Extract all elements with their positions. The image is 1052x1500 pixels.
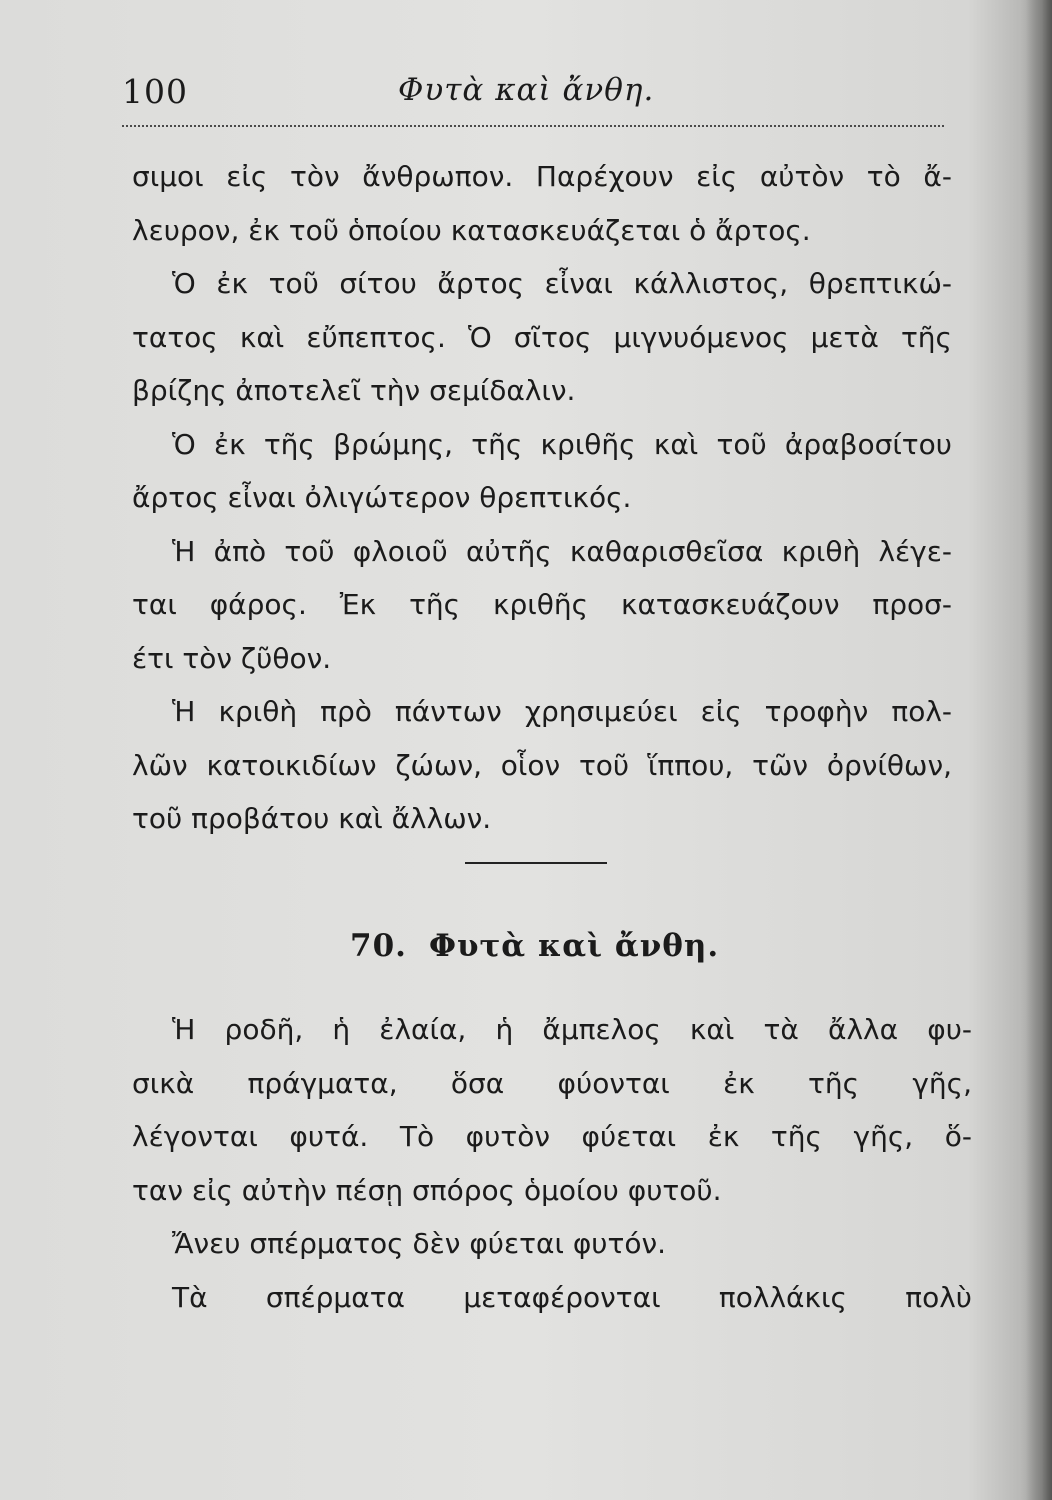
page-number: 100 [122,72,188,111]
page-header [122,72,942,112]
text-line: σιμοι εἰς τὸν ἄνθρωπον. Παρέχουν εἰς αὐτὸν τὸ ἄ- [132,160,952,193]
text-line: τοῦ προβάτου καὶ ἄλλων. [132,802,492,835]
text-line: ται φάρος. Ἐκ τῆς κριθῆς κατασκευάζουν προσ- [132,588,952,621]
text-line: Ἄνευ σπέρματος δὲν φύεται φυτόν. [172,1227,667,1260]
section-number: 70. [350,928,407,964]
text-line: Ἡ κριθὴ πρὸ πάντων χρησιμεύει εἰς τροφὴν πολ- [172,695,952,728]
text-line: τατος καὶ εὔπεπτος. Ὁ σῖτος μιγνυόμενος μετὰ τῆς [132,320,952,354]
text-line: ἄρτος εἶναι ὀλιγώτερον θρεπτικός. [132,481,632,514]
running-title: Φυτὰ καὶ ἄνθη. [398,72,655,108]
text-line: έτι τὸν ζῦθον. [132,641,332,675]
header-rule [122,125,944,127]
section-heading [350,928,719,964]
text-line: σικὰ πράγματα, ὅσα φύονται ἐκ τῆς γῆς, [132,1066,972,1100]
text-line: βρίζης ἀποτελεῖ τὴν σεμίδαλιν. [132,374,576,407]
text-line: λευρον, ἐκ τοῦ ὁποίου κατασκευάζεται ὁ ἄρτος. [132,213,811,247]
text-line: Ὁ ἐκ τοῦ σίτου ἄρτος εἶναι κάλλιστος, θρεπτικώ- [172,267,952,300]
text-line: Ἡ ροδῆ, ἡ ἐλαία, ἡ ἄμπελος καὶ τὰ ἄλλα φυ- [172,1013,972,1046]
text-line: λέγονται φυτά. Τὸ φυτὸν φύεται ἐκ τῆς γῆς, ὅ- [132,1120,972,1153]
section-divider [465,862,607,864]
text-line: Ὁ ἐκ τῆς βρώμης, τῆς κριθῆς καὶ τοῦ ἀραβοσίτου [172,427,952,461]
text-line: Ἡ ἀπὸ τοῦ φλοιοῦ αὐτῆς καθαρισθεῖσα κριθὴ λέγε- [172,534,952,568]
section-title: Φυτὰ καὶ ἄνθη. [428,928,720,964]
text-line: λῶν κατοικιδίων ζώων, οἷον τοῦ ἵππου, τῶν ὀρνίθων, [132,748,952,782]
text-line: ταν εἰς αὐτὴν πέσῃ σπόρος ὁμοίου φυτοῦ. [132,1173,722,1207]
page-gutter-shadow [1026,0,1052,1500]
text-line: Τὰ σπέρματα μεταφέρονται πολλάκις πολὺ [172,1280,972,1314]
body-text-bottom [132,1003,972,1324]
body-text-top [132,150,952,846]
